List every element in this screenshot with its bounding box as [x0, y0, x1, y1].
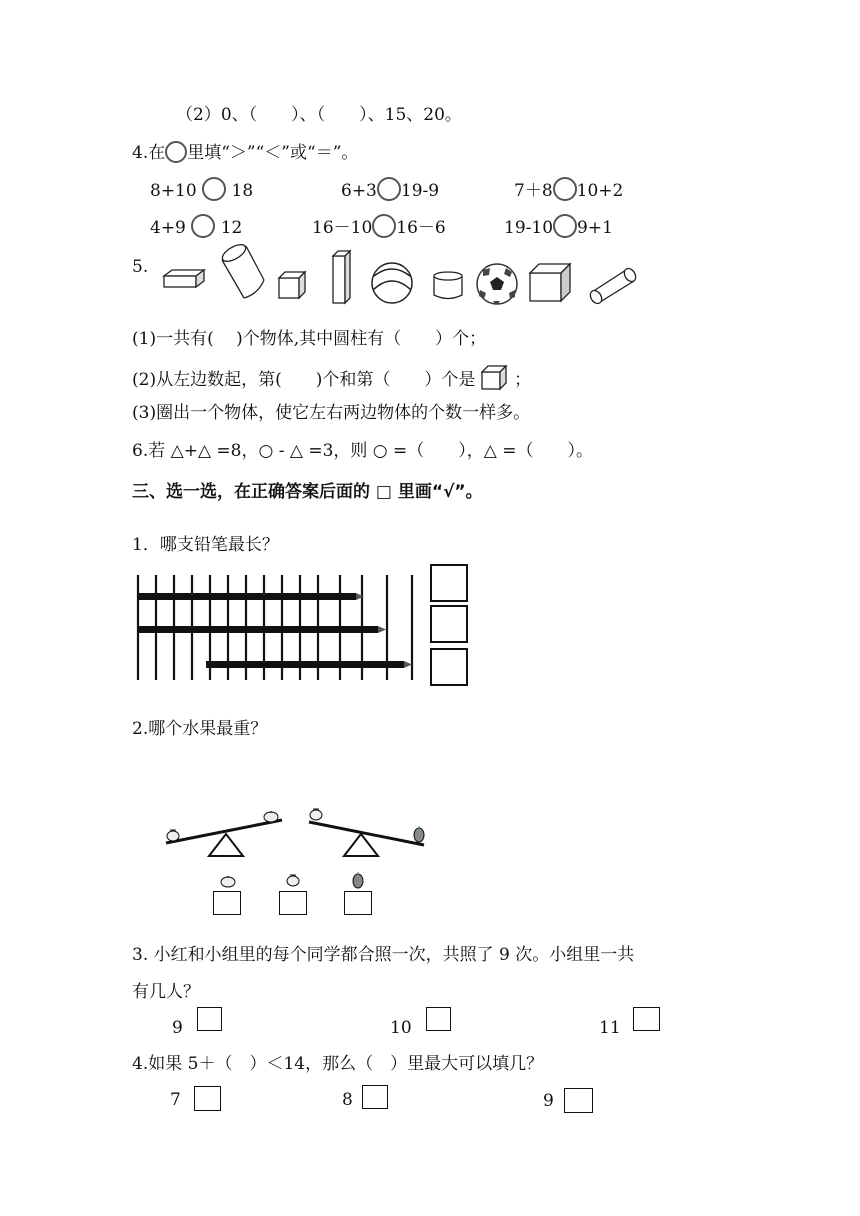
balance-scale-icon: [166, 811, 282, 856]
peach-icon: [287, 875, 299, 886]
compare-right: 18: [231, 181, 254, 201]
compare-right: 9+1: [577, 218, 613, 238]
answer-checkbox[interactable]: [213, 891, 241, 915]
peach-icon: [167, 830, 179, 841]
compare-right: 19-9: [400, 181, 440, 201]
compare-left: 16－10: [312, 218, 373, 238]
answer-checkbox[interactable]: [344, 891, 372, 915]
answer-checkbox[interactable]: [633, 1007, 660, 1031]
option-label: 10: [390, 1018, 412, 1038]
balance-scale-icon: [309, 809, 424, 856]
q4-suffix: 里填“＞”“＜”或“＝”。: [187, 143, 359, 163]
fruit-question: 2.哪个水果最重？: [132, 719, 268, 739]
section-title: 三、选一选，在正确答案后面的 □ 里画“√”。: [132, 482, 483, 502]
option-label: 11: [599, 1018, 621, 1038]
option-label: 9: [543, 1091, 554, 1111]
option-label: 7: [170, 1090, 181, 1110]
peach-icon: [310, 809, 322, 820]
compare-right: 12: [220, 218, 243, 238]
answer-checkbox[interactable]: [197, 1007, 222, 1031]
answer-checkbox[interactable]: [362, 1085, 388, 1109]
option-label: 9: [172, 1018, 183, 1038]
compare-left: 8+10: [150, 181, 197, 201]
compare-right: 10+2: [576, 181, 624, 201]
pencil-question: 1．哪支铅笔最长？: [132, 535, 279, 555]
answer-checkbox[interactable]: [194, 1086, 221, 1111]
answer-checkbox[interactable]: [564, 1088, 593, 1113]
option-label: 8: [342, 1090, 353, 1110]
apple-icon: [221, 876, 235, 887]
q5-sub1: (1)一共有( )个物体,其中圆柱有（ ）个；: [132, 329, 487, 349]
compare-left: 7＋8: [514, 181, 553, 201]
q5-number: 5.: [132, 257, 149, 277]
photo-question-line2: 有几人？: [132, 982, 200, 1002]
compare-left: 19-10: [504, 218, 554, 238]
q5-sub2-text: (2)从左边数起，第( )个和第（ ）个是: [132, 370, 476, 390]
photo-question-line1: 3. 小红和小组里的每个同学都合照一次，共照了 9 次。小组里一共: [132, 945, 635, 965]
pineapple-icon: [353, 872, 363, 888]
q4-prefix: 4.在: [132, 143, 166, 163]
sequence-question: （2）0、（ ）、（ ）、15、20。: [176, 105, 462, 125]
compare-left: 4+9: [150, 218, 186, 238]
compare-right: 16－6: [396, 218, 446, 238]
answer-checkbox[interactable]: [426, 1007, 451, 1031]
q5-sub2-end: ；: [514, 370, 532, 390]
answer-checkbox[interactable]: [279, 891, 307, 915]
q5-sub3: (3)圈出一个物体，使它左右两边物体的个数一样多。: [132, 403, 531, 423]
pineapple-icon: [414, 826, 424, 842]
q6-question: 6.若 △+△ =8，○ - △ =3，则 ○ =（ ），△ =（ ）。: [132, 441, 594, 461]
compare-left: 6+3: [341, 181, 377, 201]
apple-icon: [264, 811, 278, 822]
inequality-question: 4.如果 5＋（ ）＜14，那么（ ）里最大可以填几？: [132, 1054, 544, 1074]
